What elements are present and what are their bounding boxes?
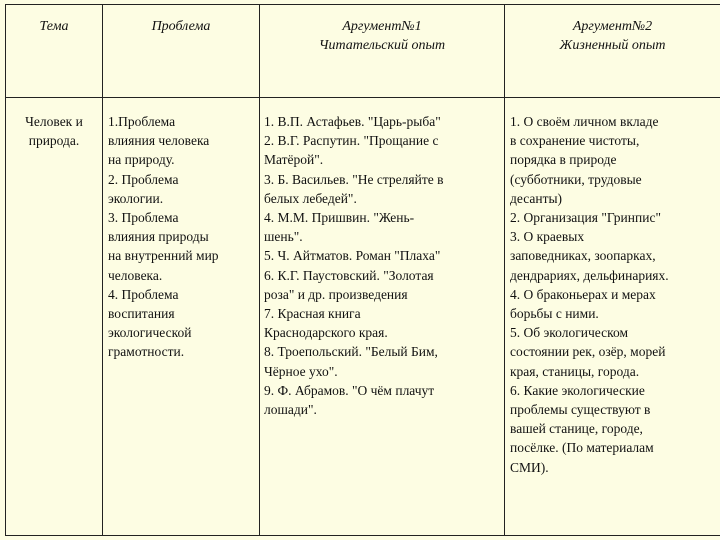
- cell-line: 4. Проблема: [108, 286, 179, 302]
- cell-line: в сохранение чистоты,: [510, 133, 640, 149]
- argument1-text: [260, 98, 504, 419]
- header-line: Аргумент№1: [342, 19, 422, 34]
- cell-line: 3. О краевых: [510, 229, 585, 245]
- cell-line: 3. Проблема: [108, 210, 179, 226]
- problem-cell: [103, 98, 260, 536]
- cell-line: Человек и: [25, 114, 83, 129]
- cell-line: 2. В.Г. Распутин. "Прощание с: [264, 133, 439, 149]
- cell-line: белых лебедей".: [264, 190, 357, 206]
- cell-line: природа.: [28, 133, 80, 149]
- header-problem: [103, 5, 259, 36]
- table-row: [6, 98, 720, 536]
- header-line: Тема: [39, 19, 69, 34]
- cell-line: (субботники, трудовые: [510, 171, 642, 187]
- cell-line: вашей станице, городе,: [510, 421, 643, 437]
- cell-line: 4. О браконьерах и мерах: [510, 286, 656, 302]
- header-line: Читательский опыт: [318, 38, 446, 53]
- cell-line: человека.: [108, 267, 163, 283]
- cell-line: шень".: [264, 229, 303, 245]
- header-cell-argument1: [260, 5, 505, 98]
- header-argument1: [260, 5, 504, 55]
- cell-line: порядка в природе: [510, 152, 617, 168]
- cell-line: СМИ).: [510, 459, 549, 475]
- topic-cell: [6, 98, 103, 536]
- topic-text: [6, 98, 102, 150]
- cell-line: 2. Проблема: [108, 171, 179, 187]
- header-cell-topic: [6, 5, 103, 98]
- cell-line: 4. М.М. Пришвин. "Жень-: [264, 210, 415, 226]
- cell-line: лошади".: [264, 402, 317, 418]
- cell-line: состоянии рек, озёр, морей: [510, 344, 666, 360]
- argument1-cell: [260, 98, 505, 536]
- cell-line: дендрариях, дельфинариях.: [510, 267, 669, 283]
- argument2-text: [505, 98, 720, 477]
- cell-line: 1. О своём личном вкладе: [510, 114, 659, 129]
- cell-line: экологии.: [108, 190, 164, 206]
- cell-line: на природу.: [108, 152, 175, 168]
- cell-line: 5. Ч. Айтматов. Роман "Плаха": [264, 248, 441, 264]
- header-topic: [6, 5, 102, 36]
- cell-line: 2. Организация "Гринпис": [510, 210, 661, 226]
- cell-line: на внутренний мир: [108, 248, 219, 264]
- header-cell-problem: [103, 5, 260, 98]
- cell-line: роза" и др. произведения: [264, 286, 408, 302]
- cell-line: экологической: [108, 325, 192, 341]
- cell-line: Краснодарского края.: [264, 325, 388, 341]
- cell-line: проблемы существуют в: [510, 402, 651, 418]
- cell-line: Чёрное ухо".: [264, 363, 338, 379]
- cell-line: влияния природы: [108, 229, 209, 245]
- cell-line: 5. Об экологическом: [510, 325, 628, 341]
- argument2-cell: [505, 98, 720, 536]
- cell-line: 7. Красная книга: [264, 306, 361, 322]
- header-row: [6, 5, 720, 98]
- arguments-table: [5, 4, 720, 536]
- cell-line: десанты): [510, 190, 563, 206]
- cell-line: 6. Какие экологические: [510, 382, 645, 398]
- cell-line: 3. Б. Васильев. "Не стреляйте в: [264, 171, 444, 187]
- cell-line: борьбы с ними.: [510, 306, 599, 322]
- cell-line: 6. К.Г. Паустовский. "Золотая: [264, 267, 434, 283]
- problem-text: [103, 98, 259, 362]
- cell-line: влияния человека: [108, 133, 210, 149]
- cell-line: края, станицы, города.: [510, 363, 640, 379]
- cell-line: 8. Троепольский. "Белый Бим,: [264, 344, 438, 360]
- cell-line: 1.Проблема: [108, 114, 176, 129]
- header-line: Проблема: [151, 19, 211, 34]
- cell-line: 1. В.П. Астафьев. "Царь-рыба": [264, 114, 441, 129]
- header-line: Жизненный опыт: [559, 38, 666, 53]
- cell-line: заповедниках, зоопарках,: [510, 248, 656, 264]
- header-argument2: [505, 5, 720, 55]
- cell-line: воспитания: [108, 306, 175, 322]
- header-line: Аргумент№2: [572, 19, 653, 34]
- cell-line: Матёрой".: [264, 152, 324, 168]
- cell-line: посёлке. (По материалам: [510, 440, 654, 456]
- cell-line: 9. Ф. Абрамов. "О чём плачут: [264, 382, 435, 398]
- cell-line: грамотности.: [108, 344, 185, 360]
- header-cell-argument2: [505, 5, 720, 98]
